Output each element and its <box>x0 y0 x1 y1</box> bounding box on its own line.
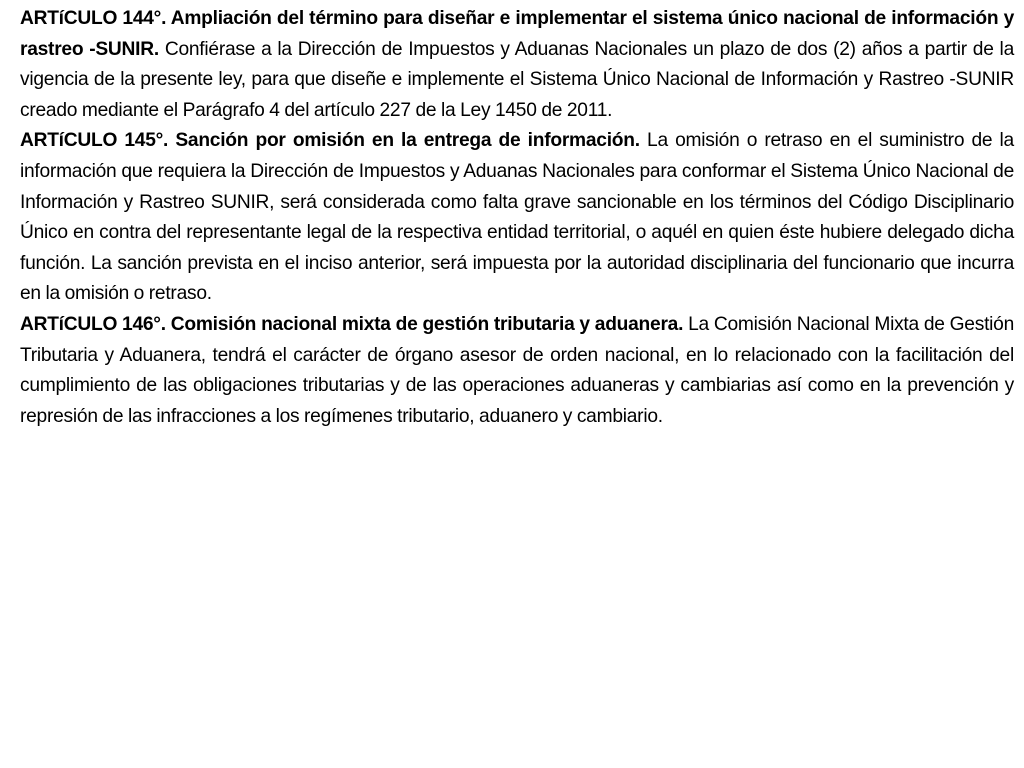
article-144 <box>20 4 1014 126</box>
article-heading: ARTíCULO 145°. Sanción por omisión en la entrega de información. <box>20 130 640 152</box>
article-146 <box>20 310 1014 432</box>
article-body: La Comisión Nacional Mixta de Gestión Tributaria y Aduanera, tendrá el carácter de órgano asesor de orden nacional, en lo relacionado con la facilitación del cumplimiento de las obligaciones tributarias y de las operaciones aduaneras y cambiarias así como en la prevención y represión de las infracciones a los regímenes tributario, aduanero y cambiario. <box>20 313 1014 427</box>
article-145 <box>20 126 1014 310</box>
article-body: La omisión o retraso en el suministro de la información que requiera la Dirección de Impuestos y Aduanas Nacionales para conformar el Sistema Único Nacional de Información y Rastreo SUNIR, será considerada como falta grave sancionable en los términos del Código Disciplinario Único en contra del representante legal de la respectiva entidad territorial, o aquél en quien éste hubiere delegado dicha función. La sanción prevista en el inciso anterior, será impuesta por la autoridad disciplinaria del funcionario que incurra en la omisión o retraso. <box>20 130 1014 305</box>
article-body: Confiérase a la Dirección de Impuestos y Aduanas Nacionales un plazo de dos (2) años a partir de la vigencia de la presente ley, para que diseñe e implemente el Sistema Único Nacional de Información y Rastreo -SUNIR creado mediante el Parágrafo 4 del artículo 227 de la Ley 1450 de 2011. <box>20 38 1014 121</box>
article-heading: ARTíCULO 144°. Ampliación del término para diseñar e implementar el sistema único nacional de información y rastreo -SUNIR. <box>20 8 1014 60</box>
article-heading: ARTíCULO 146°. Comisión nacional mixta de gestión tributaria y aduanera. <box>20 313 684 335</box>
